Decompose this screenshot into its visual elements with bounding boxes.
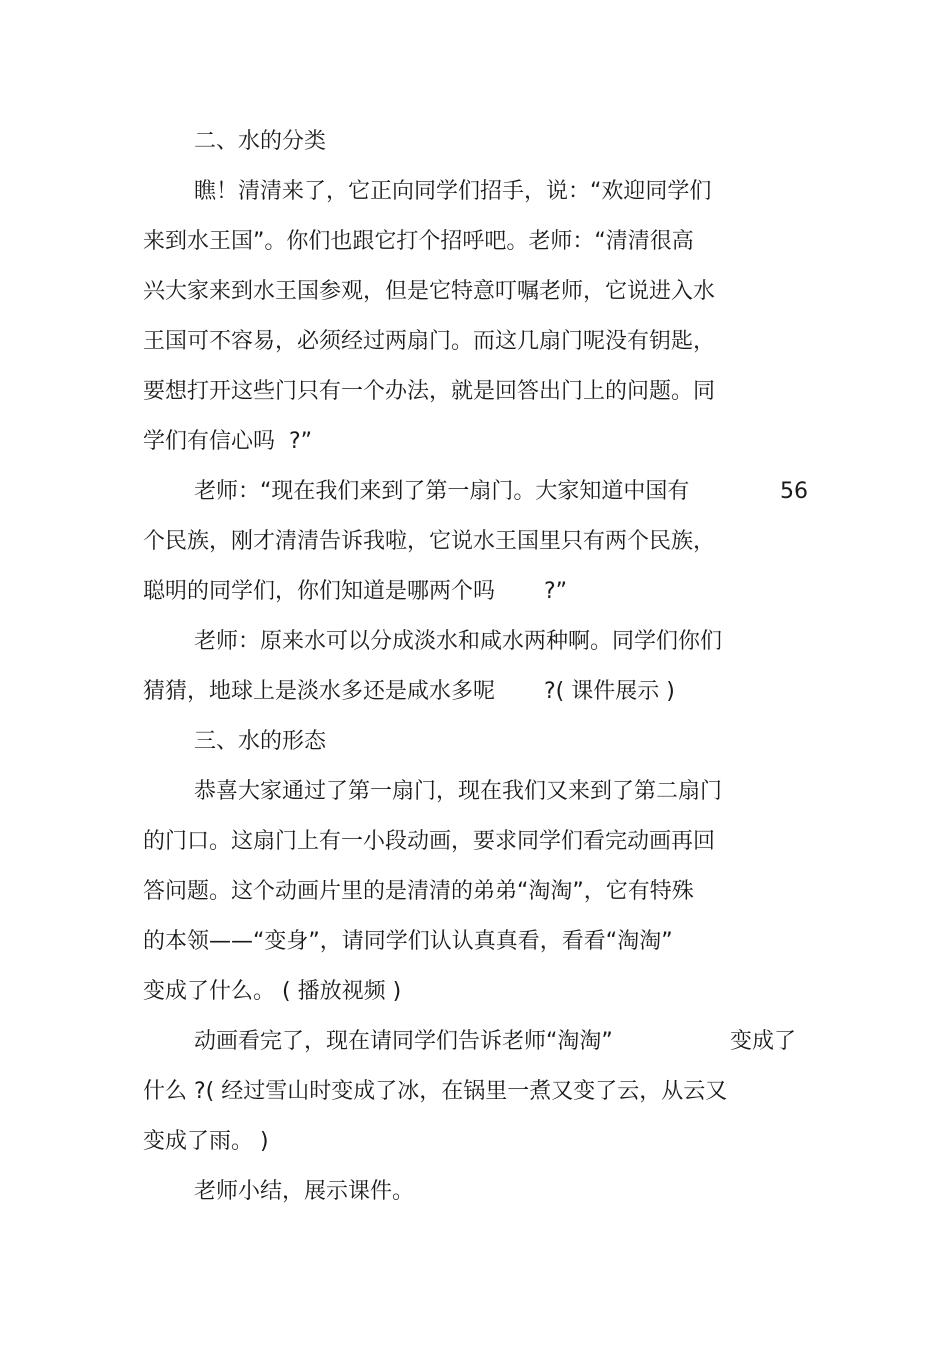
paragraph-line: 老师小结，展示课件。 [194,1179,415,1204]
paragraph-line: 王国可不容易，必须经过两扇门。而这几扇门呢没有钥匙， [143,329,716,354]
paragraph-line: 个民族，刚才清清告诉我啦，它说水王国里只有两个民族， [143,529,716,554]
paragraph-line: 瞧！清清来了，它正向同学们招手，说：“欢迎同学们 [194,179,712,204]
paragraph-line: 学们有信心吗 ?” [143,429,313,454]
paragraph-line: 变成了什么。 ( 播放视频 ) [143,979,402,1004]
paragraph-line: 动画看完了，现在请同学们告诉老师“淘淘” [194,1029,613,1054]
paragraph-line: 什么 ?( 经过雪山时变成了冰，在锅里一煮又变了云，从云又 [143,1079,728,1104]
paragraph-line: 兴大家来到水王国参观，但是它特意叮嘱老师，它说进入水 [143,279,716,304]
paragraph-line: 的门口。这扇门上有一小段动画，要求同学们看完动画再回 [143,829,716,854]
paragraph-line: 老师：“现在我们来到了第一扇门。大家知道中国有 [194,479,690,504]
paragraph-line: 变成了雨。 ) [143,1129,269,1154]
inline-bian-cheng-le: 变成了 [730,1029,797,1054]
section-heading-water-forms: 三、水的形态 [194,729,327,754]
paragraph-line: 的本领——“变身”，请同学们认认真真看，看看“淘淘” [143,929,673,954]
paragraph-line: 老师：原来水可以分成淡水和咸水两种啊。同学们你们 [194,629,723,654]
number-56: 56 [780,479,808,504]
paragraph-line: 来到水王国”。你们也跟它打个招呼吧。老师：“清清很高 [143,229,694,254]
paragraph-line: 要想打开这些门只有一个办法，就是回答出门上的问题。同 [143,379,716,404]
section-heading-water-classification: 二、水的分类 [194,129,327,154]
paragraph-line: 答问题。这个动画片里的是清清的弟弟“淘淘”，它有特殊 [143,879,694,904]
paragraph-line: 聪明的同学们，你们知道是哪两个吗 ?” [143,579,568,604]
paragraph-line: 恭喜大家通过了第一扇门，现在我们又来到了第二扇门 [194,779,723,804]
paragraph-line: 猜猜，地球上是淡水多还是咸水多呢 ?( 课件展示 ) [143,679,675,704]
